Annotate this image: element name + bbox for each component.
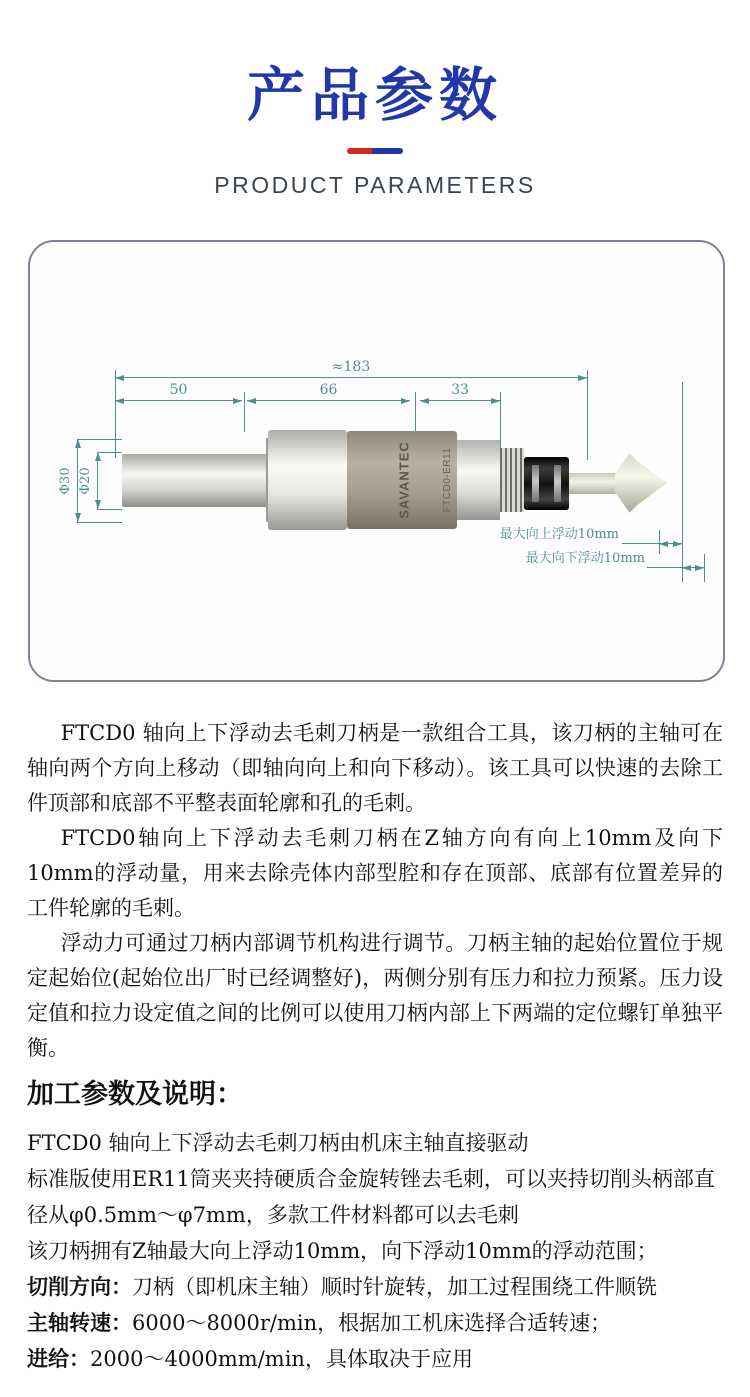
dimension-diameter-20 — [78, 452, 98, 509]
tool-step — [457, 440, 500, 520]
arrow-down-icon — [95, 500, 101, 509]
arrow-left-icon — [115, 375, 124, 381]
tool-grooves — [500, 448, 524, 512]
arrow-left-icon — [115, 398, 124, 404]
extension-line — [704, 554, 705, 582]
arrow-right-icon — [491, 398, 500, 404]
description-paragraph-2: FTCD0轴向上下浮动去毛刺刀柄在Z轴方向有向上10mm及向下10mm的浮动量，用来去除壳体内部型腔和存在顶部、底部有位置差异的工件轮廓的毛刺。 — [27, 826, 723, 920]
arrow-right-icon — [578, 375, 587, 381]
param-label: 进给： — [27, 1346, 90, 1371]
extension-line — [500, 392, 501, 452]
param-text: FTCD0 轴向上下浮动去毛刺刀柄由机床主轴直接驱动 — [27, 1131, 529, 1155]
divider-blue-segment — [372, 148, 403, 154]
dimension-segment-50-label: 50 — [169, 382, 188, 398]
param-line-drive — [27, 1125, 727, 1161]
cutter-shaft — [569, 473, 620, 494]
tool-shank — [122, 454, 267, 507]
countersink-cutter — [615, 452, 667, 514]
extension-line — [587, 370, 588, 460]
param-text: 刀柄（即机床主轴）顺时针旋转，加工过程围绕工件顺铣 — [132, 1275, 657, 1299]
collet-nut — [524, 457, 569, 510]
dimension-total-length — [115, 359, 587, 378]
dimension-total-length-label: ≈183 — [331, 359, 371, 375]
extension-line — [77, 522, 122, 523]
arrow-down-icon — [75, 513, 81, 522]
extension-line — [682, 382, 683, 582]
extension-line — [115, 370, 116, 458]
dimension-segment-66 — [247, 382, 410, 401]
collet-slot — [554, 465, 561, 502]
dimension-segment-33 — [420, 382, 500, 401]
page-subtitle: PRODUCT PARAMETERS — [214, 172, 536, 198]
arrow-left-icon — [682, 565, 691, 571]
leader-line — [622, 543, 659, 544]
divider-red-segment — [347, 148, 372, 154]
dimension-diameter-20-label: Φ20 — [78, 466, 94, 495]
float-down-label: 最大向下浮动10mm — [525, 551, 645, 566]
dimension-diameter-30-label: Φ30 — [58, 466, 74, 495]
param-label: 主轴转速： — [27, 1310, 132, 1335]
dimension-segment-50 — [115, 382, 242, 401]
section-heading: 加工参数及说明： — [27, 1079, 243, 1109]
param-text: 标准版使用ER11筒夹夹持硬质合金旋转锉去毛刺，可以夹持切削头柄部直径从φ0.5mm～φ7mm，多款工件材料都可以去毛刺 — [27, 1167, 715, 1227]
param-label: 切削方向： — [27, 1274, 132, 1299]
arrow-right-icon — [673, 541, 682, 547]
page-header — [0, 0, 750, 199]
description-paragraph-1: FTCD0 轴向上下浮动去毛刺刀柄是一款组合工具，该刀柄的主轴可在轴向两个方向上移动（即轴向向上和向下移动）。该工具可以快速的去除工件顶部和底部不平整表面轮廓和孔的毛刺。 — [27, 721, 723, 815]
machining-parameters-section — [27, 1072, 727, 1377]
brand-text: SAVANTEC — [396, 441, 412, 519]
arrow-right-icon — [233, 398, 242, 404]
dimension-segment-33-label: 33 — [451, 382, 469, 398]
title-divider — [347, 148, 403, 154]
param-line-feed — [27, 1341, 727, 1377]
extension-line — [97, 509, 122, 510]
dimension-float-up — [659, 543, 682, 544]
arrow-left-icon — [659, 541, 668, 547]
dimension-float-down — [682, 567, 704, 568]
tool-brand-band — [347, 431, 457, 529]
collet-slot — [532, 465, 539, 502]
dimension-segment-66-label: 66 — [319, 382, 338, 398]
arrow-left-icon — [420, 398, 429, 404]
leader-line — [647, 567, 682, 568]
param-text: 2000～4000mm/min，具体取决于应用 — [90, 1347, 473, 1371]
description-paragraph-3: 浮动力可通过刀柄内部调节机构进行调节。刀柄主轴的起始位置位于规定起始位(起始位出厂时已经调整好)，两侧分别有压力和拉力预紧。压力设定值和拉力设定值之间的比例可以使用刀柄内部上下两端的定位螺钉单独平衡。 — [27, 931, 723, 1060]
arrow-up-icon — [75, 439, 81, 448]
param-text: 该刀柄拥有Z轴最大向上浮动10mm，向下浮动10mm的浮动范围； — [27, 1239, 658, 1263]
arrow-right-icon — [695, 565, 704, 571]
arrow-right-icon — [401, 398, 410, 404]
extension-line — [244, 392, 245, 432]
param-line-float-range — [27, 1233, 727, 1269]
param-line-spindle-speed — [27, 1305, 727, 1341]
extension-line — [97, 452, 122, 453]
technical-drawing-panel — [28, 240, 725, 682]
arrow-up-icon — [95, 452, 101, 461]
param-text: 6000～8000r/min，根据加工机床选择合适转速； — [132, 1311, 612, 1335]
page-title: 产品参数 — [246, 63, 503, 128]
extension-line — [77, 439, 122, 440]
description-section — [27, 716, 723, 1066]
float-up-label: 最大向上浮动10mm — [499, 527, 619, 542]
extension-line — [415, 392, 416, 432]
model-text: FTCD0-ER11 — [441, 447, 453, 513]
param-line-collet — [27, 1161, 727, 1233]
tool-body — [268, 430, 347, 530]
param-line-cutting-direction — [27, 1269, 727, 1305]
arrow-left-icon — [247, 398, 256, 404]
